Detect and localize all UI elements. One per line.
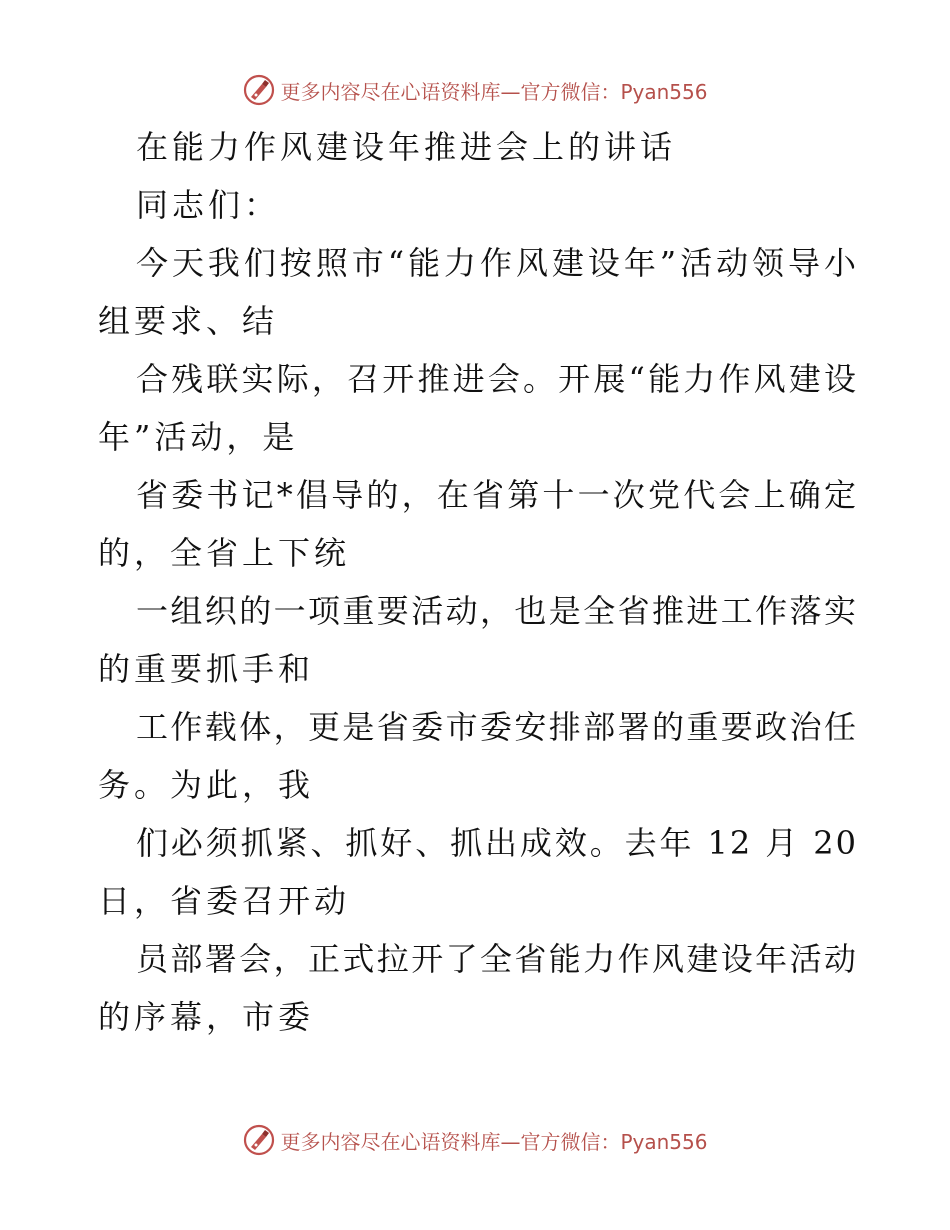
footer-watermark-banner — [0, 1120, 950, 1160]
document-body — [98, 118, 858, 1046]
paragraph-line: 务。为此，我 — [98, 766, 315, 804]
header-watermark-text: 更多内容尽在心语资料库—官方微信：Pyan556 — [280, 79, 708, 104]
paragraph-line: 的，全省上下统 — [98, 534, 351, 572]
paragraph-line: 员部署会，正式拉开了全省能力作风建设年活动 — [136, 940, 858, 978]
paragraph-line: 工作载体，更是省委市委安排部署的重要政治任 — [136, 708, 858, 746]
paragraph-line: 省委书记*倡导的，在省第十一次党代会上确定 — [136, 476, 858, 514]
paragraph-line: 组要求、结 — [98, 302, 279, 340]
paragraph-line: 年”活动，是 — [98, 418, 299, 456]
paragraph-line: 今天我们按照市“能力作风建设年”活动领导小 — [136, 244, 858, 282]
paragraph-line: 们必须抓紧、抓好、抓出成效。去年 12 月 20 — [136, 824, 858, 862]
paragraph-line: 的重要抓手和 — [98, 650, 315, 688]
paragraph-line: 同志们： — [136, 186, 281, 224]
paragraph-line: 合残联实际，召开推进会。开展“能力作风建设 — [136, 360, 858, 398]
document-title: 在能力作风建设年推进会上的讲话 — [136, 128, 677, 166]
paragraph-line: 日，省委召开动 — [98, 882, 351, 920]
pen-nib-logo-icon — [242, 73, 276, 107]
pen-nib-logo-icon — [242, 1123, 276, 1157]
footer-watermark-text: 更多内容尽在心语资料库—官方微信：Pyan556 — [280, 1129, 708, 1154]
header-watermark-banner — [0, 70, 950, 110]
paragraph-line: 的序幕，市委 — [98, 998, 315, 1036]
paragraph-line: 一组织的一项重要活动，也是全省推进工作落实 — [136, 592, 858, 630]
